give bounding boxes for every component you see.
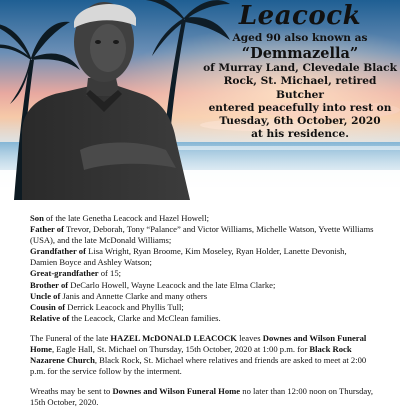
relation-entry: Relative of the Leacock, Clarke and McClean families. — [30, 312, 221, 323]
obituary-body — [30, 213, 374, 409]
detail-line: at his residence. — [251, 128, 349, 141]
relation-entry: Father of Trevor, Deborah, Tony “Palance” and Victor Williams, Michelle Watson, Yvette Williams (USA), and the late McDonald Williams; — [30, 224, 374, 246]
headline-block — [200, 0, 400, 141]
wreaths-notice: Wreaths may be sent to Downes and Wilson Funeral Home no later than 12:00 noon on Thursday, 15th October, 2020. — [30, 386, 374, 408]
detail-line: Rock, St. Michael, retired Butcher — [223, 75, 377, 101]
detail-line: Tuesday, 6th October, 2020 — [219, 115, 381, 128]
relation-entry: Great-grandfather of 15; — [30, 268, 122, 279]
relation-entry: Son of the late Genetha Leacock and Hazel Howell; — [30, 213, 209, 223]
age-line: Aged 90 also known as — [232, 32, 368, 44]
detail-line: of Murray Land, Clevedale Black — [203, 62, 397, 75]
relation-entry: Cousin of Derrick Leacock and Phyllis Tull; — [30, 301, 184, 312]
detail-line: entered peacefully into rest on — [208, 101, 392, 114]
nickname: “Demmazella” — [241, 45, 359, 63]
relations-list — [30, 213, 374, 324]
relation-entry: Brother of DeCarlo Howell, Wayne Leacock and the late Elma Clarke; — [30, 279, 276, 290]
relation-entry: Uncle of Janis and Annette Clarke and many others — [30, 290, 208, 301]
deceased-surname: Leacock — [238, 1, 362, 31]
relation-entry: Grandfather of Lisa Wright, Ryan Broome, Kim Moseley, Ryan Holder, Lanette Devonish, Damien Boyce and Ashley Watson; — [30, 246, 347, 268]
funeral-notice: The Funeral of the late HAZEL McDONALD LEACOCK leaves Downes and Wilson Funeral Home, Eagle Hall, St. Michael on Thursday, 15th October, 2020 at 1:00 p.m. for Black Rock Nazarene Church, Black Rock, St. Michael where relatives and friends are asked to meet at 2:00 p.m. for the service follow by the interment. — [30, 332, 367, 377]
